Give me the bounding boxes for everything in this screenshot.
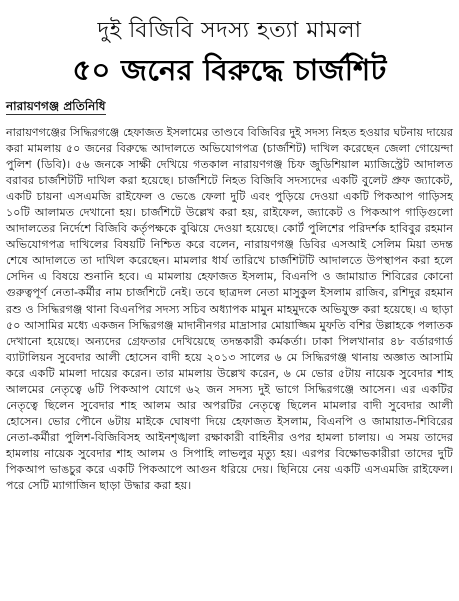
article-headline: ৫০ জনের বিরুদ্ধে চার্জশিট xyxy=(72,53,387,87)
article-body: নারায়ণগঞ্জের সিদ্ধিরগঞ্জে হেফাজত ইসলামের তাণ্ডবে বিজিবির দুই সদস্য নিহত হওয়ার ঘটনায় দায়ের করা মামলায় ৫০ জনের বিরুদ্ধে আদালতে অভিযোগপত্র (চার্জশিট) দাখিল করেছেন জেলা গোয়েন্দা পুলিশ (ডিবি)। ৫৬ জনকে সাক্ষী দেখিয়ে গতকাল নারায়ণগঞ্জ চিফ জুডিশিয়াল ম্যাজিস্ট্রেট আদালত বরাবর চার্জশিটটি দাখিল করা হয়েছে। চার্জশিটে নিহত বিজিবি সদস্যদের একটি বুলেট প্রুফ জ্যাকেট, একটি চায়না এসএমজি রাইফেল ও ভেঙে ফেলা দুটি এবং পুড়িয়ে দেওয়া একটি পিকআপ গাড়িসহ ১০টি আলামত দেখানো হয়। চার্জশিটে উল্লেখ করা হয়, রাইফেল, জ্যাকেট ও পিকআপ গাড়িগুলো আদালতের নির্দেশে বিজিবি কর্তৃপক্ষকে বুঝিয়ে দেওয়া হয়েছে। কোর্ট পুলিশের পরিদর্শক হাবিবুর রহমান অভিযোগপত্র দাখিলের বিষয়টি নিশ্চিত করে বলেন, নারায়ণগঞ্জ ডিবির এসআই সেলিম মিয়া তদন্ত শেষে আদালতে তা দাখিল করেছেন। মামলার ধার্য তারিখে চার্জশিটটি আদালতে উপস্থাপন করা হলে সেদিন এ বিষয়ে শুনানি হবে। এ মামলায় হেফাজত ইসলাম, বিএনপি ও জামায়াত শিবিরের কোনো গুরুত্বপূর্ণ নেতা-কর্মীর নাম চার্জশিটে নেই। তবে ছাত্রদল নেতা মাসুকুল ইসলাম রাজিব, রশিদুর রহমান রশু ও সিদ্ধিরগঞ্জ থানা বিএনপির সদস্য সচিব অধ্যাপক মামুন মাহমুদকে অভিযুক্ত করা হয়েছে। এ ছাড়া ৫০ আসামির মধ্যে একজন সিদ্ধিরগঞ্জ মাদানীনগর মাদ্রাসার মোয়াজ্জিম মুফতি বশির উল্লাহকে পলাতক দেখানো হয়েছে। অন্যদের গ্রেফতার দেখিয়েছে তদন্তকারী কর্মকর্তা। ঢাকা পিলখানার ৪৮ বর্ডারগার্ড ব্যাটালিয়ন সুবেদার আলী হোসেন বাদী হয়ে ২০১৩ সালের ৬ মে সিদ্ধিরগঞ্জ থানায় অজ্ঞাত আসামি করে একটি মামলা দায়ের করেন। তার মামলায় উল্লেখ করেন, ৬ মে ভোর ৫টায় নায়েক সুবেদার শাহ আলমের নেতৃত্বে ৬টি পিকআপ যোগে ৬২ জন সদস্য দুই ভাগে সিদ্ধিরগঞ্জে আসেন। এর একটির নেতৃত্বে ছিলেন সুবেদার শাহ আলম আর অপরটির নেতৃত্বে ছিলেন মামলার বাদী সুবেদার আলী হোসেন। ভোর পৌনে ৬টায় মাইকে ঘোষণা দিয়ে হেফাজত ইসলাম, বিএনপি ও জামায়াত-শিবিরের নেতা-কর্মীরা পুলিশ-বিজিবিসহ আইনশৃঙ্খলা রক্ষাকারী বাহিনীর ওপর হামলা চালায়। এ সময় তাদের হামলায় নায়েক সুবেদার শাহ আলম ও সিপাহি লাভলুর মৃত্যু হয়। এরপর বিক্ষোভকারীরা তাদের দুটি পিকআপ ভাঙচুর করে একটি পিকআপে আগুন ধরিয়ে দেয়। ছিনিয়ে নেয় একটি এসএমজি রাইফেল। পরে সেটি ম্যাগাজিন ছাড়া উদ্ধার করা হয়। xyxy=(6,126,453,493)
article-byline: নারায়ণগঞ্জ প্রতিনিধি xyxy=(6,99,106,113)
article-kicker: দুই বিজিবি সদস্য হত্যা মামলা xyxy=(97,18,362,43)
news-clipping xyxy=(0,16,459,601)
